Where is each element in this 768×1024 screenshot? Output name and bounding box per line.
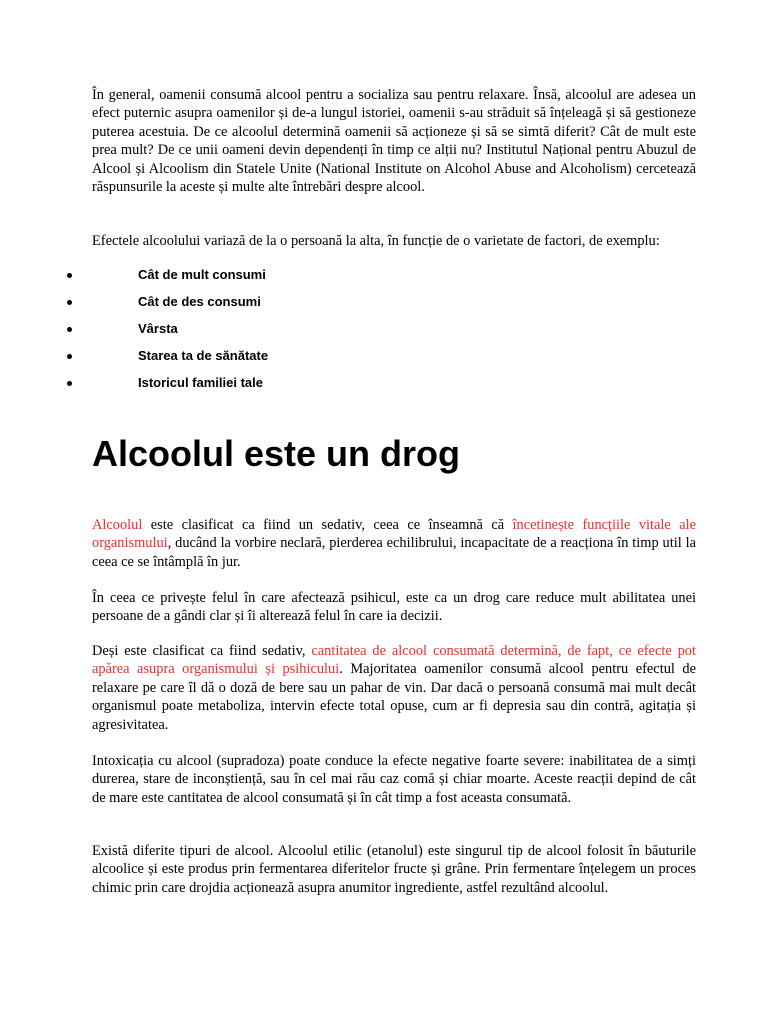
psyche-paragraph: În ceea ce privește felul în care afectează psihicul, este ca un drog care reduce mult abilitatea unei persoane de a gândi clar și îi alterează felul în care ia decizii. (92, 590, 696, 625)
list-item-label: Vârsta (138, 321, 178, 336)
paragraph-text: , ducând la vorbire neclară, pierderea echilibrului, incapacitate de a reacționa în timp util la ceea ce se întâmplă în jur. (92, 535, 696, 570)
section-heading: Alcoolul este un drog (92, 433, 461, 474)
bullet-icon (67, 300, 72, 305)
list-item-label: Istoricul familiei tale (138, 375, 263, 390)
quantity-paragraph (92, 642, 696, 734)
bullet-icon (67, 354, 72, 359)
bullet-icon (67, 381, 72, 386)
quantity-effects-link[interactable]: cantitatea de alcool consumată determină, de fapt, ce efecte pot apărea asupra organismului și psihicului (92, 643, 696, 678)
bullet-icon (67, 273, 72, 278)
list-item-label: Cât de mult consumi (138, 267, 266, 282)
alcohol-types-paragraph: Există diferite tipuri de alcool. Alcoolul etilic (etanolul) este singurul tip de alcool folosit în băuturile alcoolice și este produs prin fermentarea diferitelor fructe și grâne. Prin fermentare înțelegem un proces chimic prin care drojdia acționează asupra anumitor ingrediente, astfel rezultând alcoolul. (92, 843, 696, 896)
sedative-paragraph (92, 516, 696, 571)
paragraph-text: Deși este clasificat ca fiind sedativ, (92, 643, 312, 659)
vital-functions-link[interactable]: încetinește funcțiile vitale ale organismului (92, 517, 696, 552)
list-item-label: Cât de des consumi (138, 294, 261, 309)
intro-paragraph: În general, oamenii consumă alcool pentru a socializa sau pentru relaxare. Însă, alcoolul are adesea un efect puternic asupra oamenilor și de-a lungul istoriei, oamenii s-au străduit să înțeleagă și să gestioneze puterea acestuia. De ce alcoolul determină oamenii să acționeze și să se simtă diferit? Cât de mult este prea mult? De ce unii oameni devin dependenți în timp ce alții nu? Institutul Național pentru Abuzul de Alcool și Alcoolism din Statele Unite (National Institute on Alcohol Abuse and Alcoholism) cercetează răspunsurile la aceste și multe alte întrebări despre alcool. (92, 87, 696, 196)
alcohol-link[interactable]: Alcoolul (92, 517, 143, 533)
factors-intro-paragraph: Efectele alcoolului variază de la o persoană la alta, în funcție de o varietate de factori, de exemplu: (92, 233, 660, 249)
list-item-label: Starea ta de sănătate (138, 348, 269, 363)
bullet-icon (67, 327, 72, 332)
intoxication-paragraph: Intoxicația cu alcool (supradoza) poate conduce la efecte negative foarte severe: inabilitatea de a simți durerea, stare de inconștiență, sau în cel mai rău caz comă și chiar moarte. Aceste reacții depind de cât de mare este cantitatea de alcool consumată și în cât timp a fost aceasta consumată. (92, 753, 696, 806)
paragraph-text: . Majoritatea oamenilor consumă alcool pentru efectul de relaxare pe care îl dă o doză de bere sau un pahar de vin. Dar dacă o persoană consumă mai mult decât organismul poate metaboliza, intervin efecte total opuse, cum ar fi depresia sau din contră, agitația și agresivitatea. (92, 661, 696, 733)
paragraph-text: este clasificat ca fiind un sedativ, ceea ce înseamnă că (142, 517, 513, 533)
